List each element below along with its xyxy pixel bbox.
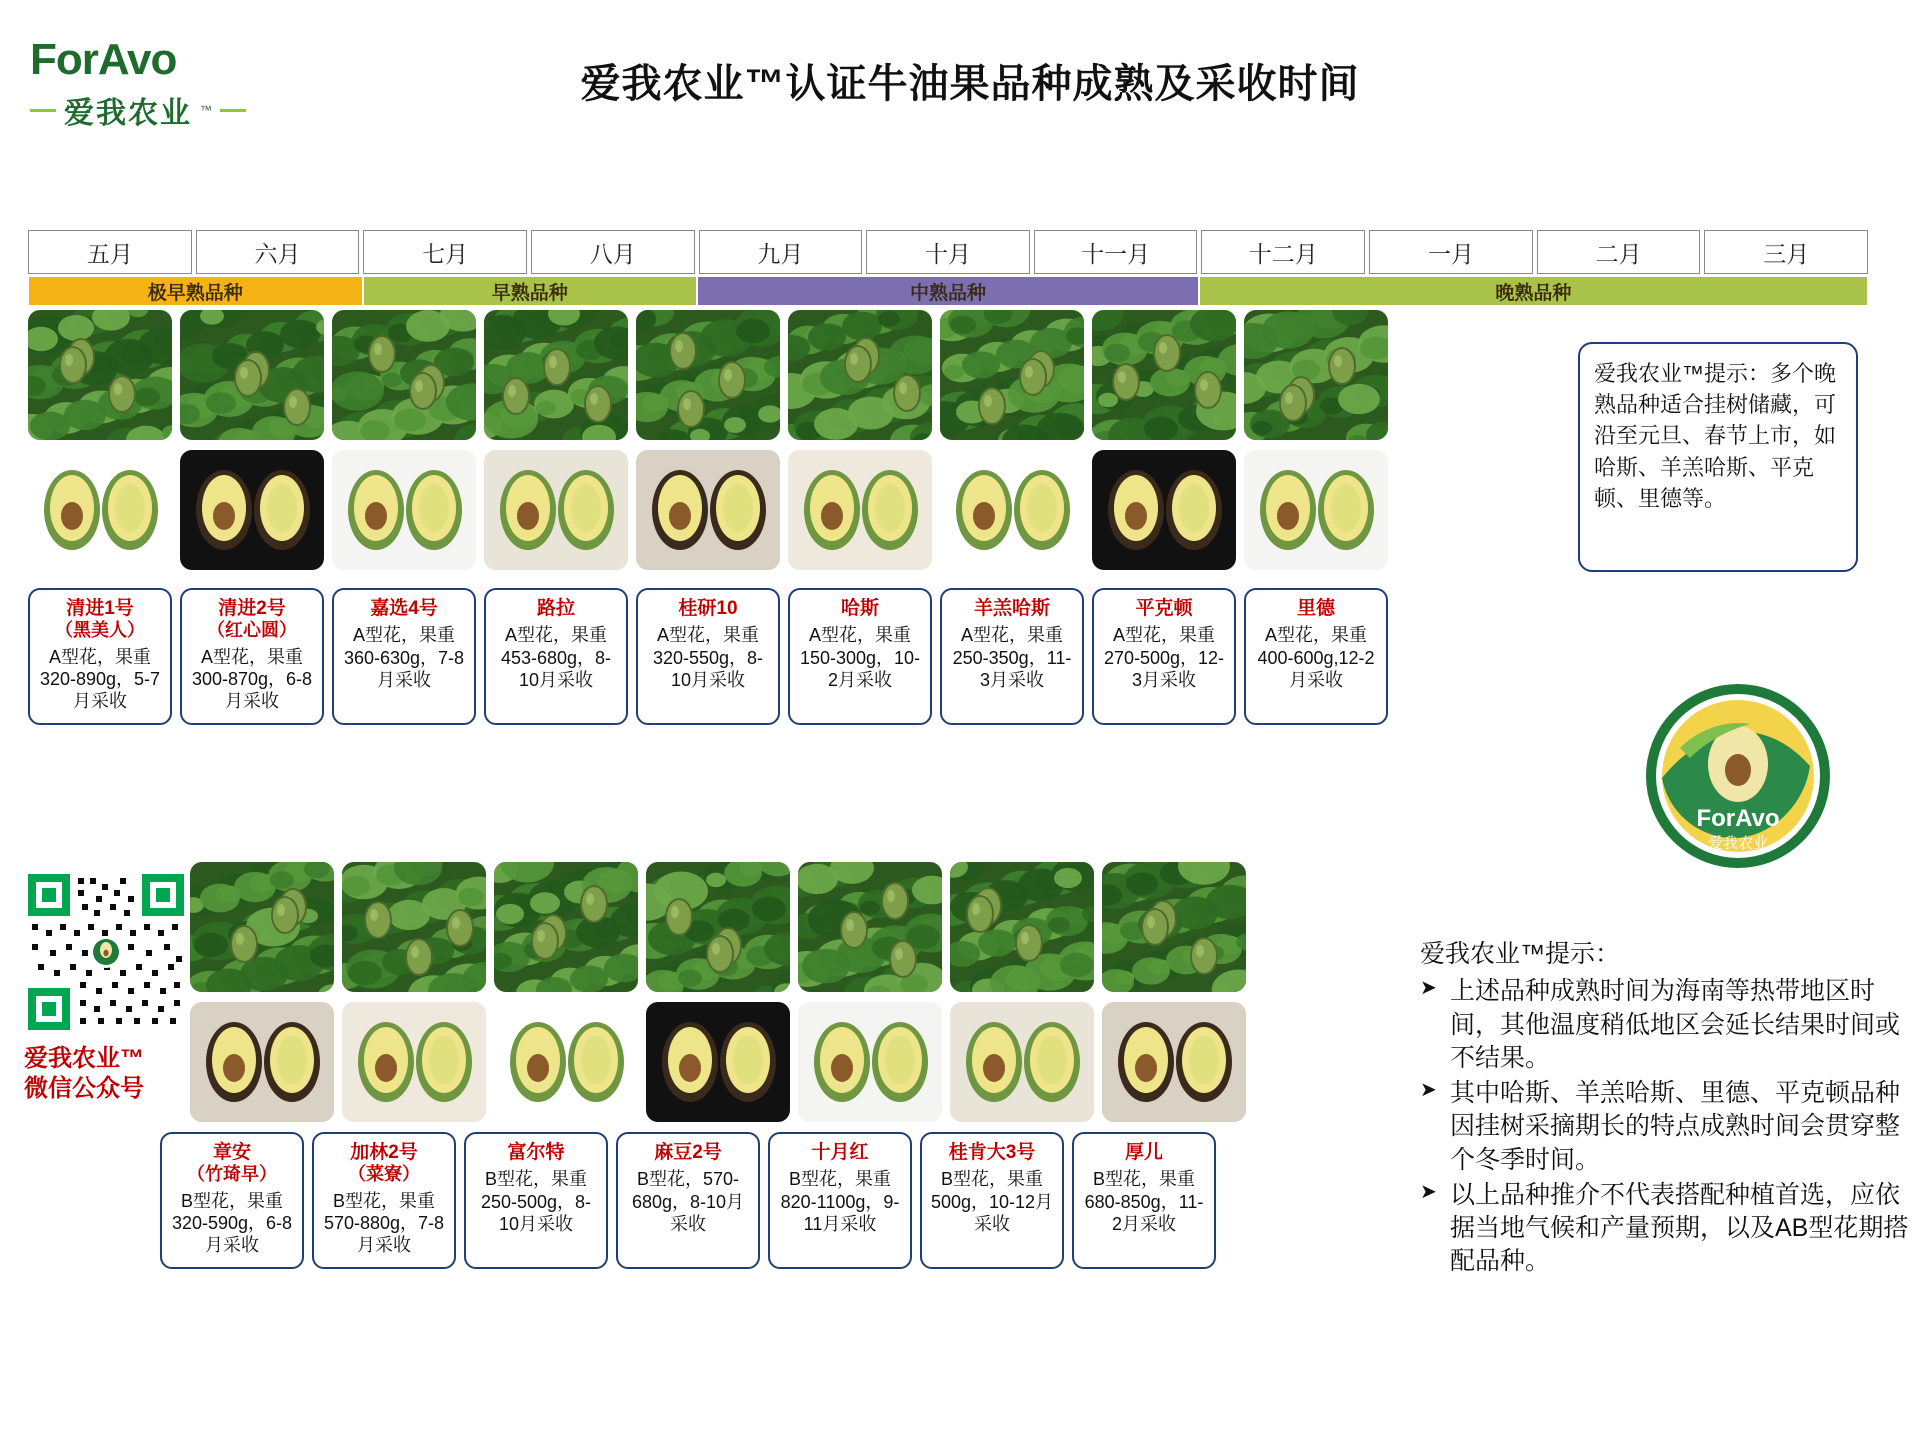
variety-b-desc-1: B型花，果重320-590g，6-8月采收: [171, 1190, 293, 1256]
month-cell-5: 九月: [699, 230, 863, 274]
tree-photo-strip-a: [28, 310, 1388, 440]
fruit-photo-pinkerton: [1092, 450, 1236, 570]
variety-a-card-7: [940, 588, 1084, 725]
tree-photo-shiyuehong: [798, 862, 942, 992]
brand-wordmark: [30, 35, 290, 84]
variety-a-card-4: [484, 588, 628, 725]
tree-photo-reed: [1244, 310, 1388, 440]
brand-wordmark-text: ForAvo: [30, 35, 177, 84]
variety-b-name-6: 桂肯大3号: [948, 1142, 1036, 1163]
fruit-photo-gwen-hass: [940, 450, 1084, 570]
brand-rule-right: [220, 109, 246, 112]
variety-b-desc-3: B型花，果重250-500g，8-10月采收: [480, 1169, 592, 1235]
svg-text:爱我农业: 爱我农业: [1707, 835, 1769, 852]
variety-a-alias-2: （红心圆）: [207, 620, 297, 641]
variety-a-desc-8: A型花，果重270-500g，12-3月采收: [1103, 625, 1225, 691]
variety-a-name-3: 嘉选4号: [370, 598, 438, 619]
fruit-photo-guiyan10: [636, 450, 780, 570]
variety-a-card-1: [28, 588, 172, 725]
tree-photo-lula: [484, 310, 628, 440]
variety-b-card-1: [160, 1132, 304, 1269]
variety-a-card-3: [332, 588, 476, 725]
month-cell-2: 六月: [196, 230, 360, 274]
notes-list: [1420, 975, 1912, 1278]
brand-tm: ™: [200, 103, 212, 117]
variety-b-name-5: 十月红: [811, 1142, 869, 1163]
variety-b-name-4: 麻豆2号: [654, 1142, 722, 1163]
fruit-photo-jiaxuan4: [332, 450, 476, 570]
variety-b-desc-7: B型花，果重680-850g，11-2月采收: [1084, 1169, 1204, 1235]
fruit-photo-qingjin1: [28, 450, 172, 570]
variety-a-desc-7: A型花，果重250-350g，11-3月采收: [952, 625, 1072, 691]
tip-box-top-text: 爱我农业™提示：多个晚熟品种适合挂树储藏，可沿至元旦、春节上市，如哈斯、羊羔哈斯、平克顿、里德等。: [1594, 361, 1837, 511]
variety-b-card-3: [464, 1132, 608, 1269]
variety-a-desc-3: A型花，果重360-630g，7-8月采收: [343, 625, 465, 691]
variety-a-desc-1: A型花，果重320-890g，5-7月采收: [39, 646, 161, 712]
variety-cards-b: [160, 1132, 1216, 1269]
month-cell-1: 五月: [28, 230, 192, 274]
fruit-photo-madou2: [646, 1002, 790, 1122]
month-cell-6: 十月: [866, 230, 1030, 274]
variety-b-card-6: [920, 1132, 1064, 1269]
variety-a-name-6: 哈斯: [840, 598, 879, 619]
fruit-photo-fuerte: [494, 1002, 638, 1122]
svg-text:ForAvo: ForAvo: [1696, 805, 1780, 832]
wechat-qr-block: [24, 870, 196, 1104]
variety-a-name-4: 路拉: [536, 598, 575, 619]
brand-logo: [30, 35, 290, 132]
brand-seal-icon: [1626, 678, 1850, 874]
variety-a-name-1: 清进1号: [66, 598, 134, 619]
variety-a-card-6: [788, 588, 932, 725]
month-cell-7: 十一月: [1034, 230, 1198, 274]
season-band-3: 中熟品种: [697, 276, 1199, 306]
qr-label: [24, 1044, 196, 1104]
qr-label-line2: 微信公众号: [24, 1075, 144, 1102]
tree-photo-zhangan: [190, 862, 334, 992]
fruit-photo-qingjin2: [180, 450, 324, 570]
variety-b-card-5: [768, 1132, 912, 1269]
variety-cards-a: [28, 588, 1388, 725]
variety-a-name-9: 里德: [1296, 598, 1335, 619]
brand-cn-name: 爱我农业: [64, 97, 192, 130]
tree-photo-qingjin2: [180, 310, 324, 440]
variety-a-desc-9: A型花，果重400-600g,12-2月采收: [1257, 625, 1375, 691]
brand-seal: [1626, 678, 1850, 874]
variety-a-alias-1: （黑美人）: [55, 620, 145, 641]
variety-b-name-7: 厚儿: [1124, 1142, 1163, 1163]
note-item-2: ➤ 其中哈斯、羊羔哈斯、里德、平克顿品种因挂树采摘期长的特点成熟时间会贯穿整个冬季时间。: [1420, 1077, 1912, 1177]
note-item-3: ➤ 以上品种推介不代表搭配种植首选，应依据当地气候和产量预期，以及AB型花期搭配品种。: [1420, 1179, 1912, 1279]
fruit-photo-guikenda3: [950, 1002, 1094, 1122]
month-cell-8: 十二月: [1201, 230, 1365, 274]
variety-a-card-5: [636, 588, 780, 725]
brand-rule: [30, 88, 290, 132]
variety-b-desc-2: B型花，果重570-880g，7-8月采收: [323, 1190, 445, 1256]
variety-a-desc-5: A型花，果重320-550g，8-10月采收: [652, 625, 764, 691]
variety-b-alias-1: （竹琦早）: [187, 1164, 277, 1185]
variety-a-card-2: [180, 588, 324, 725]
brand-rule-left: [30, 109, 56, 112]
variety-b-name-3: 富尔特: [507, 1142, 565, 1163]
tree-photo-hass: [788, 310, 932, 440]
page-title: 爱我农业™认证牛油果品种成熟及采收时间: [580, 62, 1360, 106]
variety-a-card-8: [1092, 588, 1236, 725]
variety-b-name-1: 章安: [212, 1142, 251, 1163]
season-band-1: 极早熟品种: [28, 276, 363, 306]
tree-photo-madou2: [646, 862, 790, 992]
tree-photo-gwen-hass: [940, 310, 1084, 440]
fruit-photo-lula: [484, 450, 628, 570]
tip-box-top: [1578, 342, 1858, 572]
qr-code: [24, 870, 188, 1034]
fruit-photo-houer: [1102, 1002, 1246, 1122]
fruit-photo-jialin2: [342, 1002, 486, 1122]
variety-b-desc-6: B型花，果重500g，10-12月采收: [930, 1169, 1054, 1235]
variety-b-desc-5: B型花，果重820-1100g，9-11月采收: [780, 1169, 900, 1235]
variety-b-alias-2: （菜寮）: [348, 1164, 420, 1185]
variety-b-card-7: [1072, 1132, 1216, 1269]
variety-a-name-8: 平克顿: [1135, 598, 1193, 619]
month-cell-3: 七月: [363, 230, 527, 274]
note-item-1: ➤ 上述品种成熟时间为海南等热带地区时间，其他温度稍低地区会延长结果时间或不结果。: [1420, 975, 1912, 1075]
tree-photo-jialin2: [342, 862, 486, 992]
fruit-photo-hass: [788, 450, 932, 570]
fruit-photo-reed: [1244, 450, 1388, 570]
variety-a-desc-6: A型花，果重150-300g，10-2月采收: [799, 625, 921, 691]
variety-b-card-4: [616, 1132, 760, 1269]
variety-b-card-2: [312, 1132, 456, 1269]
fruit-photo-strip-b: [190, 1002, 1246, 1122]
tree-photo-strip-b: [190, 862, 1246, 992]
month-header-row: [28, 230, 1868, 274]
variety-a-name-7: 羊羔哈斯: [973, 598, 1050, 619]
notes-block: [1420, 938, 1912, 1281]
notes-title: 爱我农业™提示：: [1420, 940, 1621, 968]
tree-photo-guiyan10: [636, 310, 780, 440]
season-band-row: [28, 276, 1868, 306]
variety-a-desc-2: A型花，果重300-870g，6-8月采收: [191, 646, 313, 712]
qr-code-icon: [24, 870, 188, 1034]
fruit-photo-shiyuehong: [798, 1002, 942, 1122]
qr-label-line1: 爱我农业™: [24, 1045, 144, 1072]
season-band-4: 晚熟品种: [1199, 276, 1868, 306]
fruit-photo-zhangan: [190, 1002, 334, 1122]
variety-a-name-2: 清进2号: [218, 598, 286, 619]
month-cell-9: 一月: [1369, 230, 1533, 274]
fruit-photo-strip-a: [28, 450, 1388, 570]
tree-photo-guikenda3: [950, 862, 1094, 992]
variety-b-name-2: 加林2号: [350, 1142, 418, 1163]
tree-photo-qingjin1: [28, 310, 172, 440]
month-cell-11: 三月: [1704, 230, 1868, 274]
tree-photo-houer: [1102, 862, 1246, 992]
month-cell-10: 二月: [1537, 230, 1701, 274]
season-band-2: 早熟品种: [363, 276, 698, 306]
tree-photo-fuerte: [494, 862, 638, 992]
variety-a-card-9: [1244, 588, 1388, 725]
variety-a-desc-4: A型花，果重453-680g，8-10月采收: [500, 625, 612, 691]
tree-photo-pinkerton: [1092, 310, 1236, 440]
variety-a-name-5: 桂研10: [678, 598, 738, 619]
variety-b-desc-4: B型花，570-680g，8-10月采收: [631, 1169, 745, 1235]
month-cell-4: 八月: [531, 230, 695, 274]
tree-photo-jiaxuan4: [332, 310, 476, 440]
